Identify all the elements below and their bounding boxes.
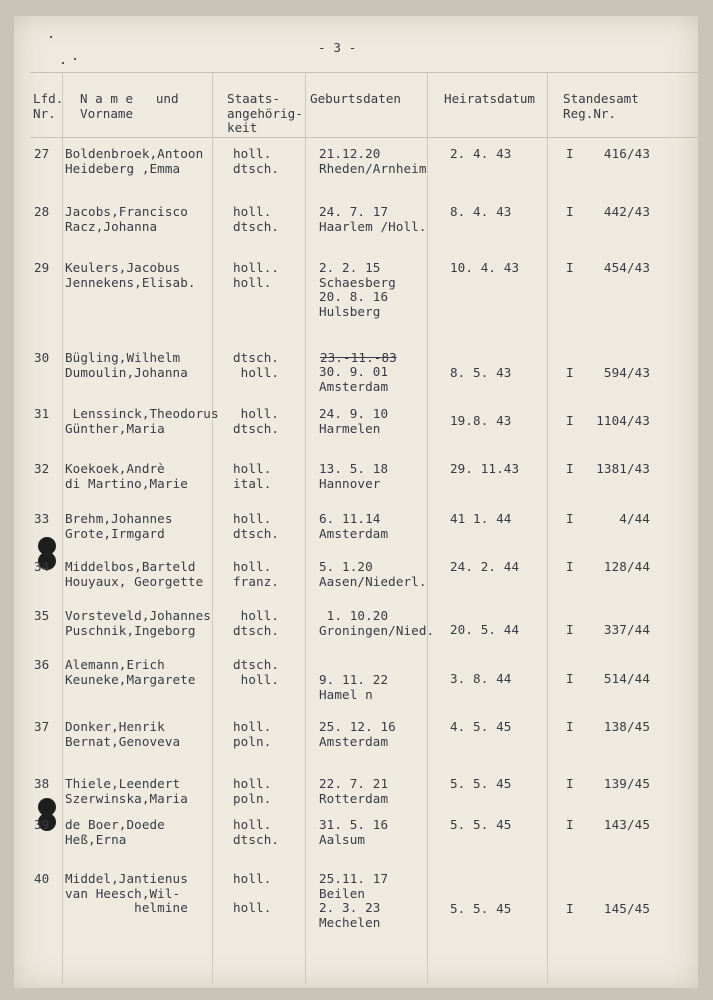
row-names: de Boer,Doede Heß,Erna: [65, 817, 165, 847]
row-names: Bügling,Wilhelm Dumoulin,Johanna: [65, 350, 188, 380]
row-number: 40: [34, 871, 50, 886]
row-registry-office: I: [566, 365, 574, 380]
row-registry-number: 139/45: [603, 776, 650, 791]
column-divider: [305, 72, 306, 984]
row-birth-data: 13. 5. 18 Hannover: [319, 461, 389, 491]
row-names: Jacobs,Francisco Racz,Johanna: [65, 204, 188, 234]
row-registry-number: 1381/43: [596, 461, 650, 476]
row-nationality: holl. dtsch.: [233, 146, 280, 176]
row-registry-number: 145/45: [603, 901, 650, 916]
row-names: Keulers,Jacobus Jennekens,Elisab.: [65, 260, 196, 290]
header-bottom-rule: [30, 137, 698, 138]
row-nationality: holl. dtsch.: [233, 204, 280, 234]
header-geburtsdaten: Geburtsdaten: [310, 91, 401, 106]
row-nationality: holl. poln.: [233, 776, 272, 806]
ink-speck: [50, 36, 52, 38]
header-lfd-nr: Lfd. Nr.: [33, 91, 64, 121]
row-registry-office: I: [566, 671, 574, 686]
row-nationality: holl. franz.: [233, 559, 280, 589]
row-registry-number: 416/43: [603, 146, 650, 161]
row-marriage-date: 10. 4. 43: [450, 260, 520, 275]
row-registry-office: I: [566, 719, 574, 734]
row-marriage-date: 5. 5. 45: [450, 776, 512, 791]
row-registry-office: I: [566, 146, 574, 161]
header-top-rule: [30, 72, 698, 73]
row-marriage-date: 2. 4. 43: [450, 146, 512, 161]
row-registry-number: 4/44: [619, 511, 650, 526]
row-birth-data: 22. 7. 21 Rotterdam: [319, 776, 389, 806]
column-divider: [62, 72, 63, 984]
row-registry-office: I: [566, 260, 574, 275]
header-standesamt: Standesamt Reg.Nr.: [563, 91, 639, 121]
row-marriage-date: 3. 8. 44: [450, 671, 512, 686]
row-registry-office: I: [566, 622, 574, 637]
row-birth-data: 31. 5. 16 Aalsum: [319, 817, 389, 847]
row-registry-number: 128/44: [603, 559, 650, 574]
row-birth-struck: 23.-11.-83: [320, 350, 397, 365]
row-nationality: dtsch. holl.: [233, 350, 280, 380]
row-registry-office: I: [566, 901, 574, 916]
row-marriage-date: 5. 5. 45: [450, 817, 512, 832]
column-divider: [547, 72, 548, 984]
row-registry-office: I: [566, 511, 574, 526]
row-names: Vorsteveld,Johannes Puschnik,Ingeborg: [65, 608, 211, 638]
row-birth-data: 30. 9. 01 Amsterdam: [319, 364, 389, 394]
row-number: 36: [34, 657, 50, 672]
row-nationality: holl. poln.: [233, 719, 272, 749]
row-marriage-date: 19.8. 43: [450, 413, 512, 428]
column-divider: [427, 72, 428, 984]
row-marriage-date: 8. 4. 43: [450, 204, 512, 219]
row-registry-number: 143/45: [603, 817, 650, 832]
row-birth-data: 9. 11. 22 Hamel n: [319, 672, 389, 702]
row-number: 33: [34, 511, 50, 526]
row-marriage-date: 8. 5. 43: [450, 365, 512, 380]
row-number: 28: [34, 204, 50, 219]
row-birth-data: 1. 10.20 Groningen/Nied.: [319, 608, 435, 638]
row-birth-data: 2. 2. 15 Schaesberg 20. 8. 16 Hulsberg: [319, 260, 396, 319]
row-number: 37: [34, 719, 50, 734]
row-number: 31: [34, 406, 50, 421]
row-registry-number: 454/43: [603, 260, 650, 275]
row-registry-office: I: [566, 204, 574, 219]
row-nationality: dtsch. holl.: [233, 657, 280, 687]
row-number: 34: [34, 559, 50, 574]
row-marriage-date: 4. 5. 45: [450, 719, 512, 734]
row-registry-office: I: [566, 559, 574, 574]
row-names: Brehm,Johannes Grote,Irmgard: [65, 511, 173, 541]
row-registry-office: I: [566, 413, 574, 428]
row-registry-office: I: [566, 776, 574, 791]
row-birth-data: 24. 9. 10 Harmelen: [319, 406, 389, 436]
column-divider: [212, 72, 213, 984]
header-heiratsdatum: Heiratsdatum: [444, 91, 535, 106]
row-marriage-date: 41 1. 44: [450, 511, 512, 526]
row-nationality: holl. dtsch.: [233, 406, 280, 436]
row-birth-data: 21.12.20 Rheden/Arnheim: [319, 146, 427, 176]
row-birth-data: 24. 7. 17 Haarlem /Holl.: [319, 204, 427, 234]
row-birth-data: 25.11. 17 Beilen 2. 3. 23 Mechelen: [319, 871, 389, 930]
row-birth-data: 6. 11.14 Amsterdam: [319, 511, 389, 541]
row-marriage-date: 5. 5. 45: [450, 901, 512, 916]
row-number: 27: [34, 146, 50, 161]
row-nationality: holl. dtsch.: [233, 608, 280, 638]
ink-speck: [62, 62, 64, 64]
row-registry-number: 1104/43: [596, 413, 650, 428]
row-nationality: holl. ital.: [233, 461, 272, 491]
ink-speck: [74, 58, 76, 60]
row-registry-number: 442/43: [603, 204, 650, 219]
row-nationality: holl. dtsch.: [233, 511, 280, 541]
row-names: Boldenbroek,Antoon Heideberg ,Emma: [65, 146, 204, 176]
page-number: - 3 -: [318, 40, 357, 55]
row-number: 32: [34, 461, 50, 476]
row-names: Donker,Henrik Bernat,Genoveva: [65, 719, 181, 749]
row-names: Lenssinck,Theodorus Günther,Maria: [65, 406, 219, 436]
row-names: Koekoek,Andrè di Martino,Marie: [65, 461, 188, 491]
row-registry-office: I: [566, 461, 574, 476]
header-staatsangehoerigkeit: Staats- angehörig- keit: [227, 91, 303, 136]
row-marriage-date: 20. 5. 44: [450, 622, 520, 637]
row-registry-number: 138/45: [603, 719, 650, 734]
row-birth-data: 25. 12. 16 Amsterdam: [319, 719, 396, 749]
row-names: Middelbos,Barteld Houyaux, Georgette: [65, 559, 204, 589]
row-marriage-date: 29. 11.43: [450, 461, 520, 476]
row-registry-number: 514/44: [603, 671, 650, 686]
row-number: 29: [34, 260, 50, 275]
row-number: 39: [34, 817, 50, 832]
row-number: 35: [34, 608, 50, 623]
row-names: Middel,Jantienus van Heesch,Wil- helmine: [65, 871, 188, 916]
row-birth-data: 5. 1.20 Aasen/Niederl.: [319, 559, 427, 589]
row-registry-number: 337/44: [603, 622, 650, 637]
row-names: Thiele,Leendert Szerwinska,Maria: [65, 776, 188, 806]
row-names: Alemann,Erich Keuneke,Margarete: [65, 657, 196, 687]
row-registry-number: 594/43: [603, 365, 650, 380]
row-nationality: holl. dtsch.: [233, 817, 280, 847]
row-number: 30: [34, 350, 50, 365]
row-nationality: holl.. holl.: [233, 260, 280, 290]
row-marriage-date: 24. 2. 44: [450, 559, 520, 574]
header-name: N a m e und Vorname: [80, 91, 179, 121]
row-registry-office: I: [566, 817, 574, 832]
row-nationality: holl. holl.: [233, 871, 272, 916]
row-number: 38: [34, 776, 50, 791]
